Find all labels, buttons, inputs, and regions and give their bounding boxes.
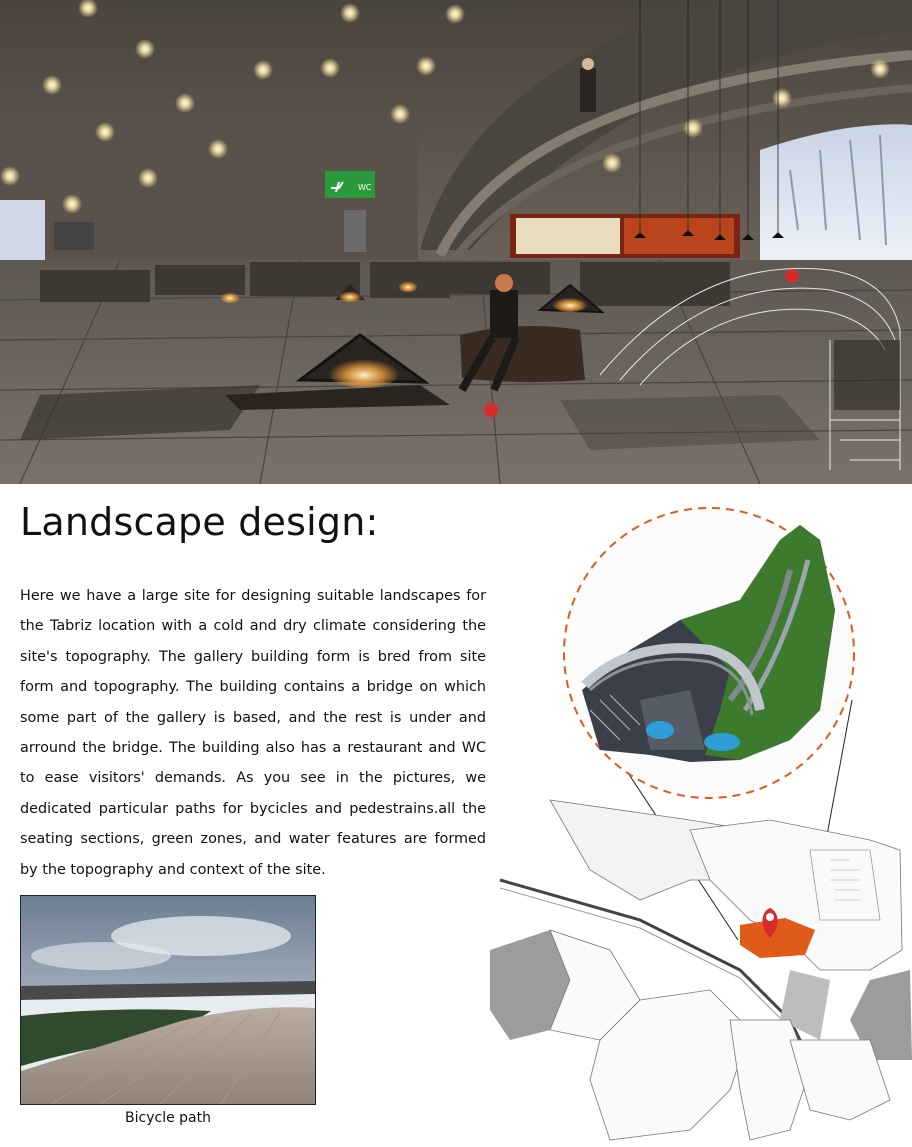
bicycle-path-render — [21, 896, 315, 1104]
site-plan-diagram — [490, 500, 912, 1143]
location-marker-icon — [484, 403, 498, 417]
svg-text:WC: WC — [358, 183, 372, 192]
photo-caption: Bicycle path — [125, 1110, 211, 1126]
page-title: Landscape design: — [20, 500, 379, 544]
exit-sign — [325, 171, 375, 198]
bicycle-path-image — [20, 895, 316, 1105]
hero-rendering — [0, 0, 912, 484]
body-paragraph: Here we have a large site for designing suitable landscapes for the Tabriz location with a cold and dry climate considering the site's topography. The gallery building form is bred from site form and topography. The building contains a bridge on which some part of the gallery is based, and the rest is under and arround the bridge. The building also has a restaurant and WC to ease visitors' demands. As you see in the pictures, we dedicated particular paths for bycicles and pedestrains.all the seating sections, green zones, and water features are formed by the topography and context of the site. — [20, 588, 486, 878]
location-marker-icon — [785, 269, 799, 283]
site-map — [490, 500, 912, 1143]
interior-render-image — [0, 0, 912, 484]
street-map — [490, 800, 912, 1140]
